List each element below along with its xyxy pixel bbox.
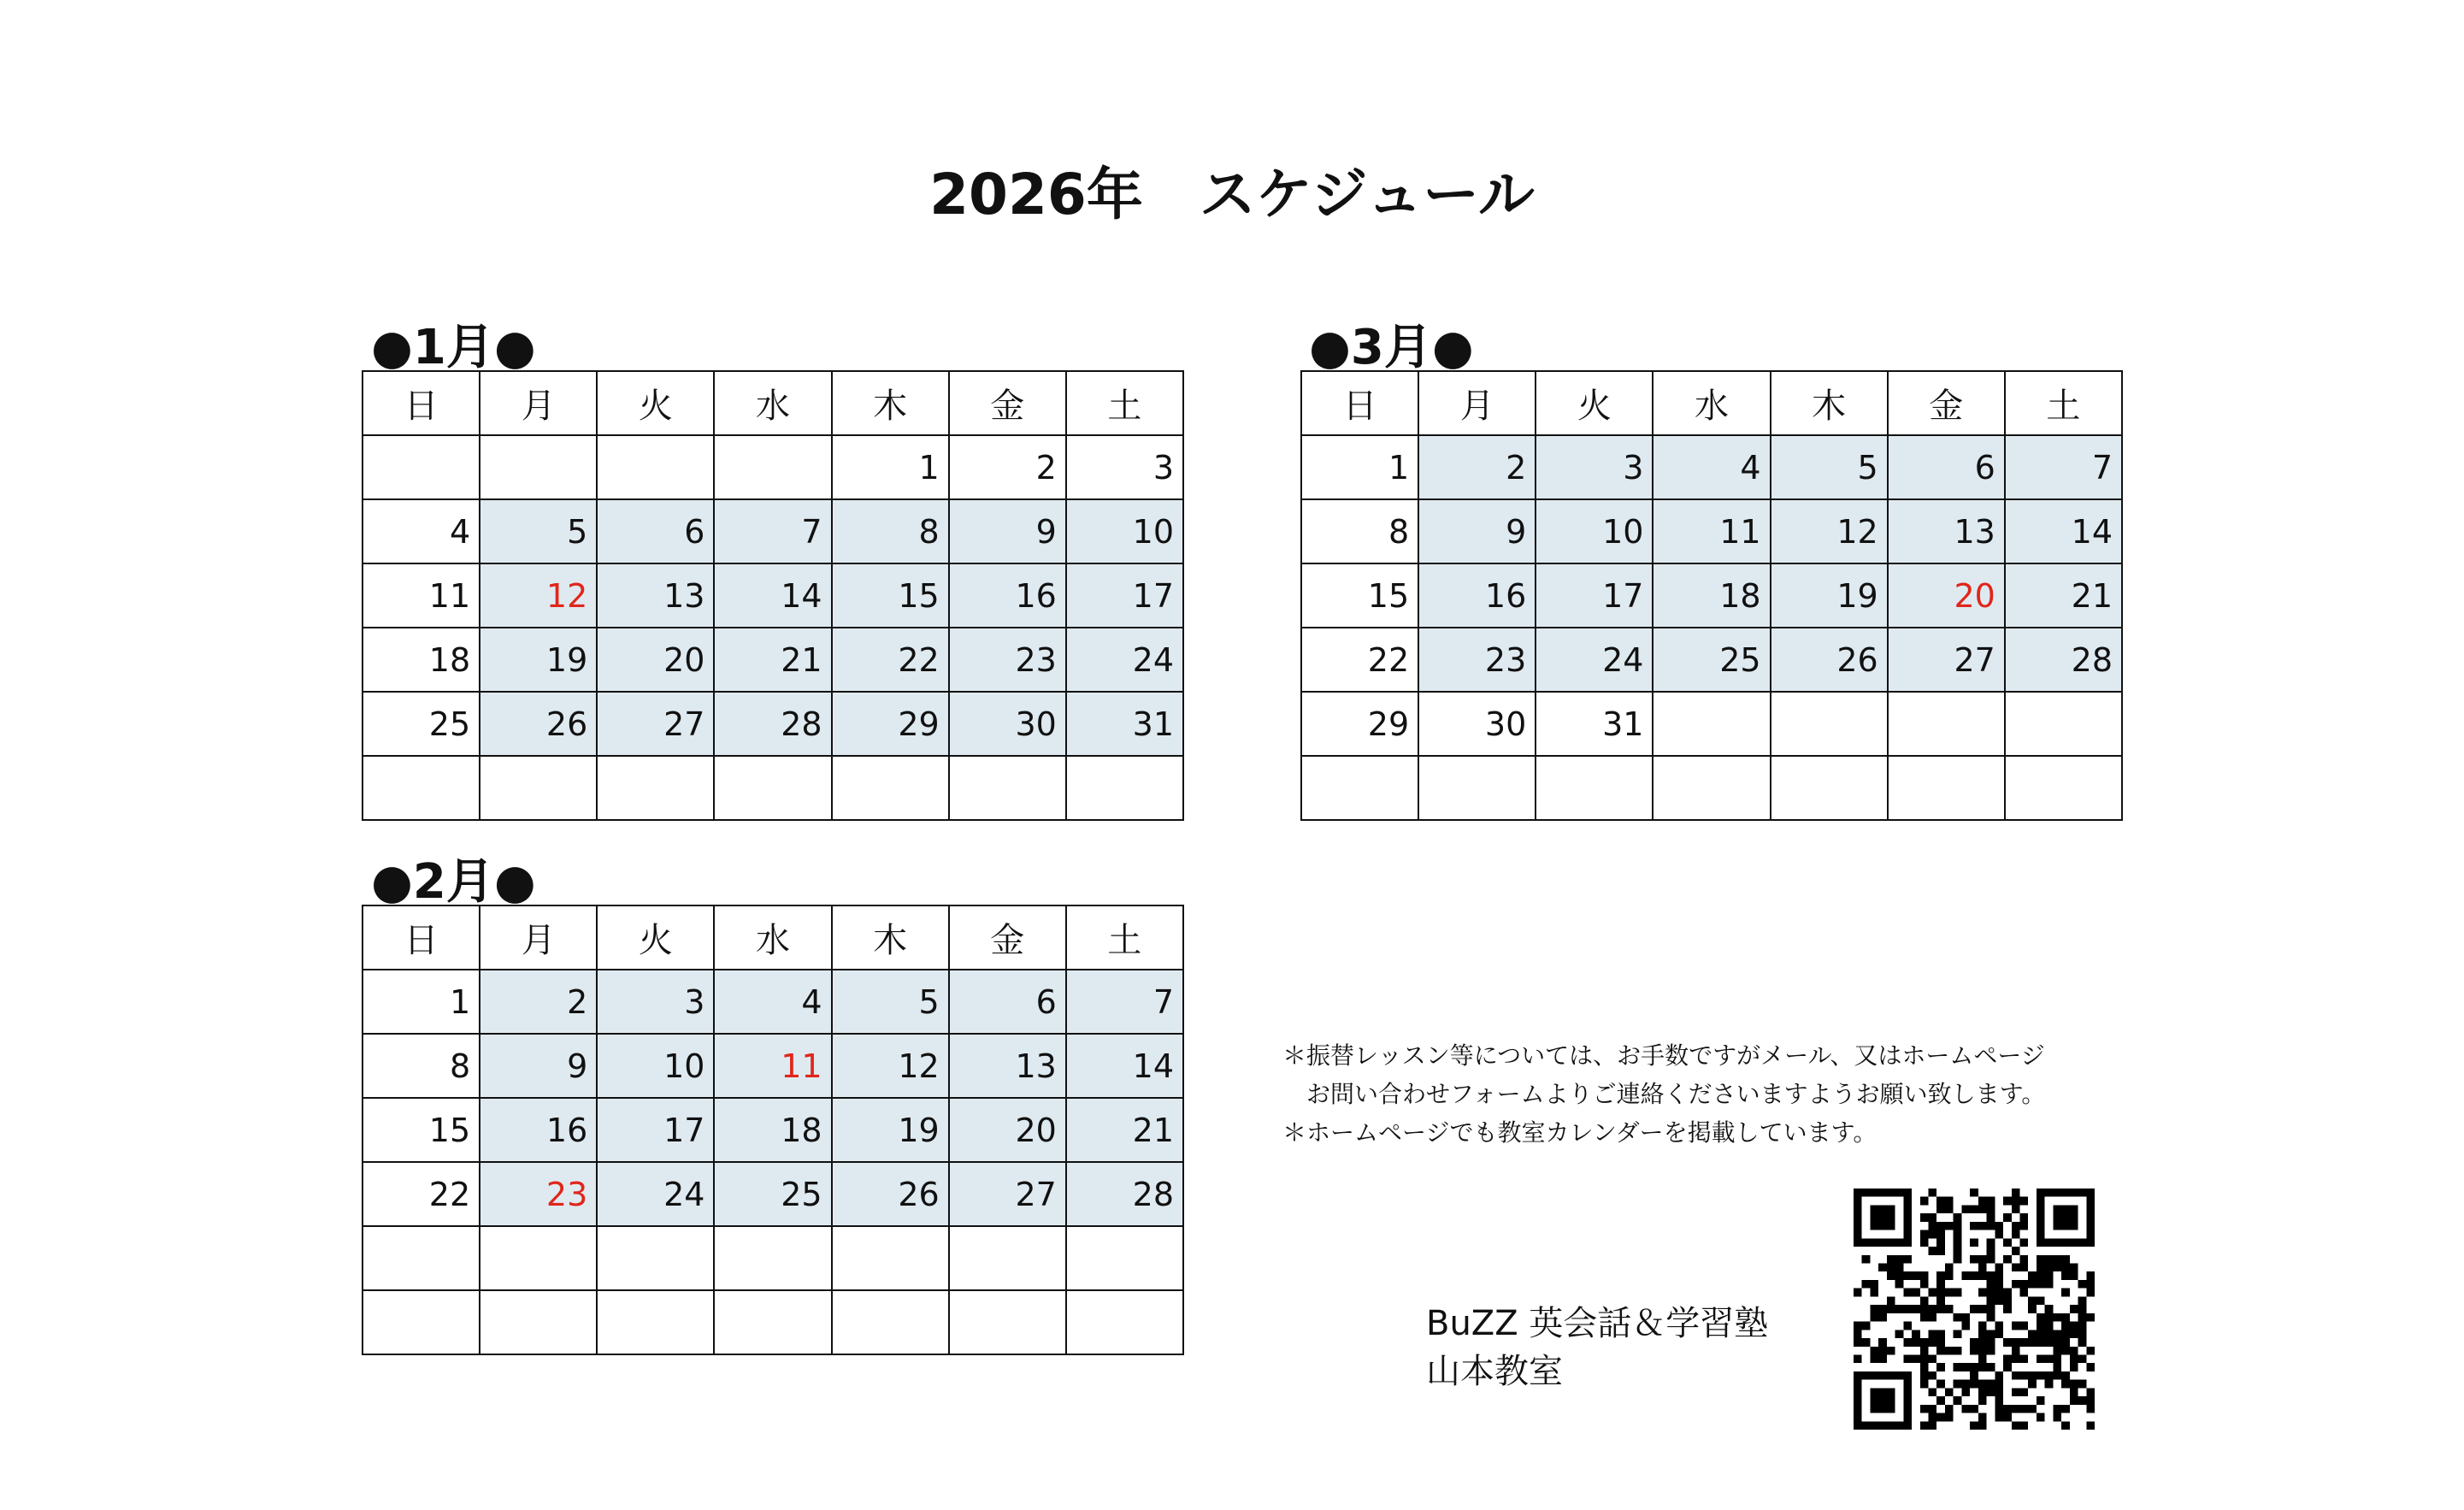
weekday-header: 日 <box>363 905 480 970</box>
day-cell: 22 <box>1301 628 1418 692</box>
day-cell <box>1888 692 2005 756</box>
day-cell: 15 <box>832 563 949 628</box>
day-cell: 1 <box>832 435 949 499</box>
day-cell: 6 <box>1888 435 2005 499</box>
day-cell <box>597 1290 714 1354</box>
day-cell: 25 <box>363 692 480 756</box>
day-cell <box>714 1290 831 1354</box>
day-cell: 9 <box>949 499 1066 563</box>
day-cell: 5 <box>480 499 597 563</box>
school-branch: 山本教室 <box>1426 1352 1563 1391</box>
day-cell: 26 <box>832 1162 949 1226</box>
day-cell <box>1653 692 1770 756</box>
day-cell: 10 <box>1536 499 1653 563</box>
day-cell: 24 <box>1066 628 1183 692</box>
month-title-january: ●1月● <box>371 320 536 375</box>
day-cell: 20 <box>949 1098 1066 1162</box>
week-row <box>363 1226 1183 1290</box>
week-row <box>363 563 1183 628</box>
day-cell: 11 <box>363 563 480 628</box>
day-cell <box>832 756 949 820</box>
school-info <box>1426 1300 1768 1395</box>
day-cell <box>714 756 831 820</box>
day-cell: 21 <box>714 628 831 692</box>
day-cell: 9 <box>480 1034 597 1098</box>
weekday-header: 月 <box>480 905 597 970</box>
day-cell: 13 <box>949 1034 1066 1098</box>
day-cell: 28 <box>714 692 831 756</box>
day-cell: 19 <box>1771 563 1888 628</box>
week-row <box>1301 628 2122 692</box>
calendar-january <box>362 370 1184 821</box>
day-cell: 2 <box>480 970 597 1034</box>
day-cell: 22 <box>363 1162 480 1226</box>
day-cell: 25 <box>1653 628 1770 692</box>
day-cell <box>1066 756 1183 820</box>
day-cell <box>1418 756 1536 820</box>
week-row <box>363 756 1183 820</box>
day-cell: 3 <box>1066 435 1183 499</box>
day-cell <box>1066 1290 1183 1354</box>
weekday-header: 水 <box>1653 371 1770 435</box>
day-cell: 3 <box>597 970 714 1034</box>
weekday-header: 水 <box>714 905 831 970</box>
note-line-1: ＊振替レッスン等については、お手数ですがメール、又はホームページ <box>1282 1041 2045 1070</box>
calendar-march <box>1300 370 2123 821</box>
week-row <box>1301 499 2122 563</box>
day-cell: 28 <box>2005 628 2122 692</box>
day-cell <box>949 1290 1066 1354</box>
day-cell: 27 <box>597 692 714 756</box>
weekday-header: 月 <box>480 371 597 435</box>
day-cell: 1 <box>1301 435 1418 499</box>
day-cell: 31 <box>1066 692 1183 756</box>
day-cell <box>714 1226 831 1290</box>
week-row <box>1301 563 2122 628</box>
week-row <box>1301 692 2122 756</box>
day-cell <box>480 756 597 820</box>
weekday-header: 木 <box>832 905 949 970</box>
weekday-header: 日 <box>363 371 480 435</box>
day-cell: 4 <box>714 970 831 1034</box>
day-cell: 13 <box>597 563 714 628</box>
day-cell <box>480 1226 597 1290</box>
day-cell: 11 <box>714 1034 831 1098</box>
weekday-header: 土 <box>1066 905 1183 970</box>
day-cell <box>1066 1226 1183 1290</box>
day-cell: 26 <box>1771 628 1888 692</box>
day-cell: 26 <box>480 692 597 756</box>
weekday-header: 土 <box>1066 371 1183 435</box>
week-row <box>363 1098 1183 1162</box>
weekday-header: 日 <box>1301 371 1418 435</box>
day-cell <box>832 1226 949 1290</box>
day-cell: 2 <box>949 435 1066 499</box>
day-cell: 29 <box>1301 692 1418 756</box>
day-cell <box>1653 756 1770 820</box>
day-cell: 14 <box>714 563 831 628</box>
day-cell <box>1771 692 1888 756</box>
day-cell: 1 <box>363 970 480 1034</box>
weekday-header: 月 <box>1418 371 1536 435</box>
day-cell: 3 <box>1536 435 1653 499</box>
day-cell: 27 <box>1888 628 2005 692</box>
day-cell: 18 <box>714 1098 831 1162</box>
day-cell <box>1771 756 1888 820</box>
day-cell <box>1888 756 2005 820</box>
day-cell: 12 <box>832 1034 949 1098</box>
day-cell <box>597 1226 714 1290</box>
day-cell: 18 <box>1653 563 1770 628</box>
day-cell: 22 <box>832 628 949 692</box>
week-row <box>363 1290 1183 1354</box>
day-cell: 12 <box>480 563 597 628</box>
day-cell: 7 <box>1066 970 1183 1034</box>
day-cell: 10 <box>1066 499 1183 563</box>
day-cell: 17 <box>1066 563 1183 628</box>
month-title-march: ●3月● <box>1309 320 1474 375</box>
day-cell: 6 <box>597 499 714 563</box>
weekday-header: 火 <box>597 905 714 970</box>
day-cell: 21 <box>1066 1098 1183 1162</box>
week-row <box>363 628 1183 692</box>
day-cell: 14 <box>1066 1034 1183 1098</box>
day-cell: 13 <box>1888 499 2005 563</box>
notes <box>1282 1036 2137 1152</box>
day-cell: 14 <box>2005 499 2122 563</box>
note-line-3: ＊ホームページでも教室カレンダーを掲載しています。 <box>1282 1118 1877 1147</box>
day-cell <box>832 1290 949 1354</box>
day-cell: 7 <box>714 499 831 563</box>
day-cell: 4 <box>363 499 480 563</box>
weekday-header: 木 <box>832 371 949 435</box>
day-cell: 25 <box>714 1162 831 1226</box>
day-cell: 8 <box>832 499 949 563</box>
day-cell: 30 <box>949 692 1066 756</box>
day-cell: 11 <box>1653 499 1770 563</box>
weekday-header: 火 <box>1536 371 1653 435</box>
day-cell <box>363 1226 480 1290</box>
day-cell <box>363 435 480 499</box>
day-cell <box>597 435 714 499</box>
day-cell: 31 <box>1536 692 1653 756</box>
weekday-header: 火 <box>597 371 714 435</box>
week-row <box>363 1162 1183 1226</box>
week-row <box>363 1034 1183 1098</box>
note-line-2: お問い合わせフォームよりご連絡くださいますようお願い致します。 <box>1282 1080 2046 1108</box>
week-row <box>363 970 1183 1034</box>
weekday-header: 木 <box>1771 371 1888 435</box>
day-cell: 20 <box>1888 563 2005 628</box>
day-cell: 9 <box>1418 499 1536 563</box>
day-cell: 5 <box>1771 435 1888 499</box>
weekday-header: 金 <box>949 905 1066 970</box>
day-cell: 2 <box>1418 435 1536 499</box>
day-cell <box>363 756 480 820</box>
weekday-header: 水 <box>714 371 831 435</box>
day-cell <box>363 1290 480 1354</box>
day-cell <box>480 435 597 499</box>
day-cell: 16 <box>1418 563 1536 628</box>
day-cell: 18 <box>363 628 480 692</box>
week-row <box>1301 756 2122 820</box>
page-title: 2026年 スケジュール <box>929 161 1535 227</box>
day-cell: 17 <box>597 1098 714 1162</box>
day-cell <box>597 756 714 820</box>
day-cell: 19 <box>832 1098 949 1162</box>
day-cell: 19 <box>480 628 597 692</box>
day-cell <box>1536 756 1653 820</box>
day-cell: 17 <box>1536 563 1653 628</box>
day-cell: 23 <box>480 1162 597 1226</box>
day-cell: 23 <box>949 628 1066 692</box>
day-cell: 23 <box>1418 628 1536 692</box>
weekday-header: 金 <box>949 371 1066 435</box>
day-cell: 20 <box>597 628 714 692</box>
day-cell: 24 <box>1536 628 1653 692</box>
day-cell: 8 <box>1301 499 1418 563</box>
calendar-february <box>362 905 1184 1355</box>
week-row <box>363 435 1183 499</box>
day-cell: 27 <box>949 1162 1066 1226</box>
qr-code-icon[interactable] <box>1854 1189 2095 1430</box>
day-cell: 5 <box>832 970 949 1034</box>
month-title-february: ●2月● <box>371 854 536 910</box>
day-cell: 10 <box>597 1034 714 1098</box>
day-cell: 24 <box>597 1162 714 1226</box>
day-cell <box>1301 756 1418 820</box>
week-row <box>363 692 1183 756</box>
weekday-header: 金 <box>1888 371 2005 435</box>
day-cell: 28 <box>1066 1162 1183 1226</box>
day-cell: 30 <box>1418 692 1536 756</box>
school-name: BuZZ 英会話＆学習塾 <box>1426 1304 1769 1343</box>
day-cell: 16 <box>949 563 1066 628</box>
weekday-header: 土 <box>2005 371 2122 435</box>
day-cell: 15 <box>1301 563 1418 628</box>
day-cell: 29 <box>832 692 949 756</box>
day-cell <box>714 435 831 499</box>
day-cell <box>949 756 1066 820</box>
day-cell <box>2005 756 2122 820</box>
day-cell: 4 <box>1653 435 1770 499</box>
day-cell <box>2005 692 2122 756</box>
day-cell: 12 <box>1771 499 1888 563</box>
day-cell: 8 <box>363 1034 480 1098</box>
day-cell: 6 <box>949 970 1066 1034</box>
day-cell: 16 <box>480 1098 597 1162</box>
day-cell <box>949 1226 1066 1290</box>
week-row <box>363 499 1183 563</box>
day-cell: 21 <box>2005 563 2122 628</box>
day-cell: 7 <box>2005 435 2122 499</box>
week-row <box>1301 435 2122 499</box>
day-cell: 15 <box>363 1098 480 1162</box>
day-cell <box>480 1290 597 1354</box>
